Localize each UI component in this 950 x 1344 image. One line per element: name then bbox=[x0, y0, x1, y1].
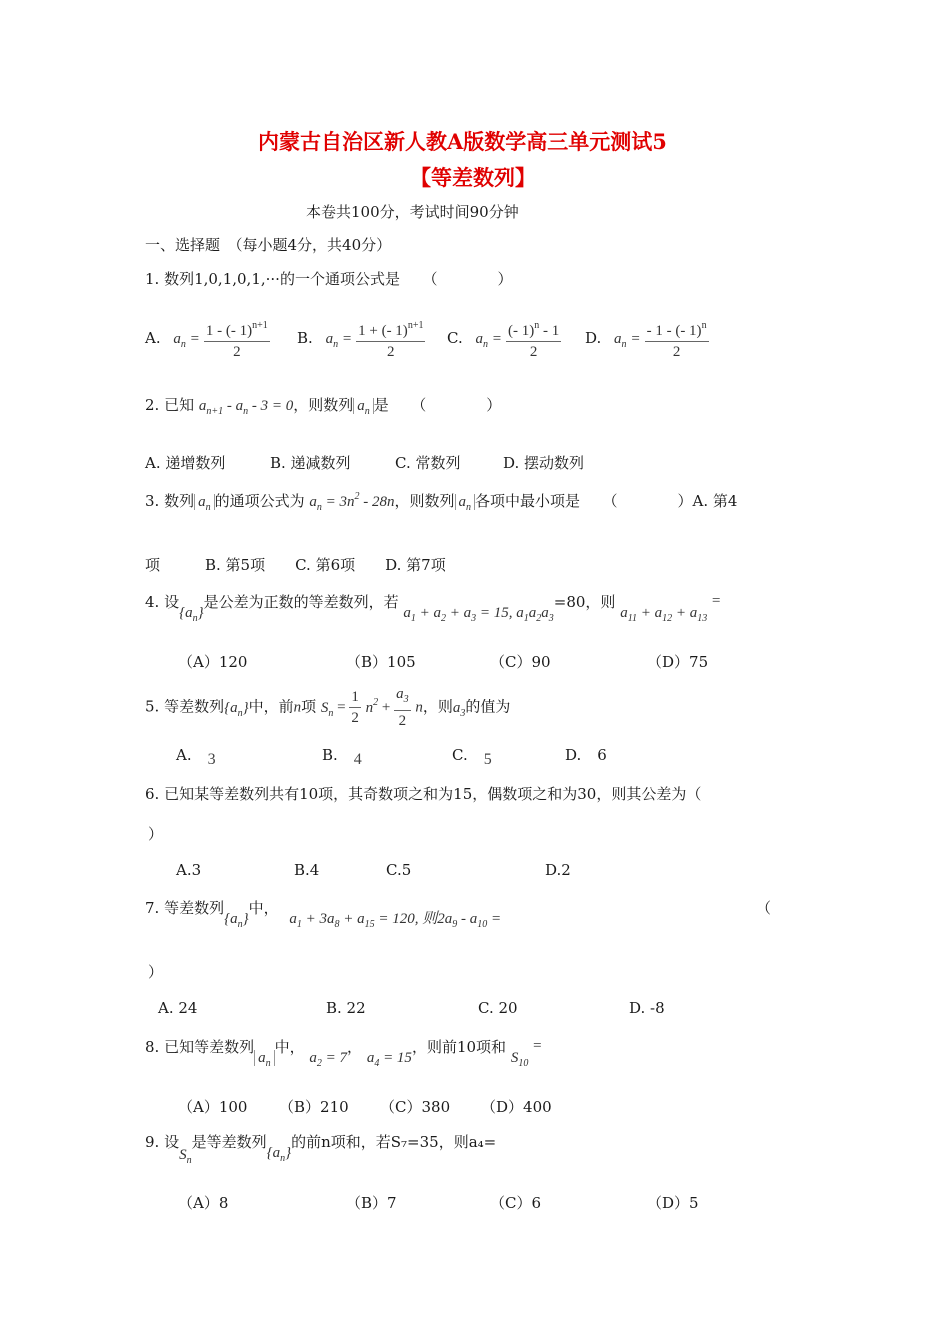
math-sub: 10 bbox=[477, 919, 488, 930]
math-var: S bbox=[510, 1050, 519, 1066]
denominator: 2 bbox=[387, 344, 395, 360]
math-sub: 3 bbox=[548, 613, 554, 624]
math-eq: = bbox=[333, 699, 350, 716]
q6-option-c: C.5 bbox=[386, 861, 412, 879]
math-part: - a bbox=[457, 911, 478, 927]
q9-option-a: （A）8 bbox=[178, 1194, 229, 1212]
q4-option-b: （B）105 bbox=[346, 653, 416, 671]
math-var: a bbox=[198, 398, 207, 414]
q8-comma: ， bbox=[347, 1038, 363, 1056]
math-var: a bbox=[458, 494, 467, 510]
document-subtitle: 【等差数列】 bbox=[410, 165, 536, 190]
q7-prefix: 7. 等差数列 bbox=[145, 899, 225, 917]
exponent: n bbox=[701, 320, 707, 331]
math-part: = 7 bbox=[321, 1050, 348, 1066]
math-var: a bbox=[309, 1050, 317, 1066]
math-var: {a bbox=[224, 911, 238, 927]
math-sub: n bbox=[192, 613, 198, 624]
section-heading: 一、选择题 （每小题4分，共40分） bbox=[145, 236, 392, 254]
math-sub: 1 bbox=[523, 613, 529, 624]
q2-suffix: 是 （ ） bbox=[373, 396, 502, 414]
option-label: D. bbox=[585, 329, 602, 347]
fraction bbox=[204, 316, 270, 362]
denominator: 2 bbox=[529, 344, 538, 360]
math-var: a bbox=[289, 911, 297, 927]
numerator: 1 bbox=[349, 687, 361, 708]
math-var: a bbox=[173, 331, 181, 347]
exponent: n+1 bbox=[407, 320, 424, 331]
math-sub: n bbox=[328, 707, 334, 719]
numerator: 1 + (- 1) bbox=[358, 323, 408, 339]
math-var: a bbox=[325, 331, 334, 347]
math-sub: 3 bbox=[460, 707, 466, 719]
exponent: n+1 bbox=[252, 320, 268, 331]
q5-option-a bbox=[176, 746, 216, 768]
option-value: 4 bbox=[353, 751, 362, 768]
math-sub: n bbox=[265, 1058, 271, 1069]
q9-option-d: （D）5 bbox=[647, 1194, 699, 1212]
math-var: a bbox=[620, 605, 628, 621]
fraction bbox=[506, 316, 561, 362]
q8-mid: 中， bbox=[274, 1038, 305, 1056]
option-value: 6 bbox=[597, 746, 607, 764]
q2-option-d: D. 摆动数列 bbox=[503, 454, 585, 472]
q5-mid2: 项 bbox=[301, 697, 317, 716]
math-part: + a bbox=[446, 605, 472, 621]
fraction bbox=[356, 316, 425, 362]
q6-option-b: B.4 bbox=[294, 861, 320, 879]
math-var: {a bbox=[179, 605, 193, 621]
numerator: - 1 - (- 1) bbox=[646, 323, 702, 339]
q3-mid: 的通项公式为 bbox=[214, 492, 305, 510]
question-7-paren-open: （ bbox=[756, 899, 772, 917]
option-value: 3 bbox=[207, 751, 216, 768]
option-label: A. bbox=[176, 746, 192, 764]
math-sup: 2 bbox=[354, 491, 360, 502]
math-var: a bbox=[403, 605, 411, 621]
q5-prefix: 5. 等差数列 bbox=[145, 697, 225, 716]
question-1-stem: 1. 数列1,0,1,0,1,···的一个通项公式是 （ ） bbox=[145, 270, 513, 288]
q9-option-c: （C）6 bbox=[490, 1194, 542, 1212]
math-sub: n bbox=[483, 339, 488, 350]
denominator: 2 bbox=[233, 344, 241, 360]
q7-mid: 中， bbox=[248, 899, 279, 917]
q9-mid: 是等差数列 bbox=[191, 1133, 267, 1151]
math-sub: n bbox=[243, 406, 249, 417]
math-sub: 11 bbox=[627, 613, 637, 624]
question-8-stem bbox=[145, 1036, 542, 1069]
math-sub: n bbox=[316, 502, 322, 513]
question-7-stem bbox=[145, 897, 501, 930]
q1-option-a bbox=[145, 316, 270, 362]
math-part: - 28n bbox=[359, 494, 395, 510]
math-part: + a bbox=[415, 605, 442, 621]
math-eq: = bbox=[492, 331, 502, 347]
q4-value: =80，则 bbox=[553, 593, 616, 611]
math-sub: 13 bbox=[697, 613, 708, 624]
math-var: n bbox=[415, 699, 423, 716]
option-value: 5 bbox=[483, 751, 492, 768]
q2-prefix: 2. 已知 bbox=[145, 396, 195, 414]
q5-mid3: ，则 bbox=[422, 697, 453, 716]
q8-option-c: （C）380 bbox=[380, 1098, 451, 1116]
q8-mid2: ，则前10项和 bbox=[411, 1038, 507, 1056]
q1-option-d bbox=[585, 316, 709, 362]
math-part: } bbox=[242, 699, 249, 716]
math-part: - 3 = 0 bbox=[248, 398, 294, 414]
q3-suffix: 各项中最小项是 （ ）A. 第4 bbox=[475, 492, 738, 510]
math-sub: 9 bbox=[452, 919, 458, 930]
q2-mid: ，则数列 bbox=[293, 396, 354, 414]
math-var: a bbox=[357, 398, 365, 414]
math-var: a bbox=[452, 699, 461, 716]
math-sub: n bbox=[280, 1153, 286, 1164]
q4-option-a: （A）120 bbox=[178, 653, 248, 671]
math-part: = bbox=[707, 593, 722, 609]
math-sub: 2 bbox=[441, 613, 447, 624]
q4-option-d: （D）75 bbox=[647, 653, 709, 671]
q4-option-c: （C）90 bbox=[490, 653, 551, 671]
q5-suffix: 的值为 bbox=[465, 697, 511, 716]
question-4-stem bbox=[145, 591, 721, 624]
document-title: 内蒙古自治区新人教A版数学高三单元测试5 bbox=[258, 129, 667, 154]
math-var: a bbox=[258, 1050, 266, 1066]
math-plus: + bbox=[378, 699, 395, 716]
question-5-stem bbox=[145, 684, 510, 731]
denominator: 2 bbox=[672, 344, 681, 360]
q1-option-b bbox=[297, 316, 425, 362]
option-label: D. bbox=[565, 746, 582, 764]
q8-option-d: （D）400 bbox=[481, 1098, 552, 1116]
math-part: - a bbox=[223, 398, 244, 414]
q9-option-b: （B）7 bbox=[346, 1194, 397, 1212]
math-var: a bbox=[309, 494, 317, 510]
math-sub: n bbox=[333, 339, 339, 350]
math-sub: n bbox=[237, 919, 243, 930]
math-sub: n bbox=[466, 502, 472, 513]
math-part: = bbox=[487, 911, 502, 927]
q2-option-c: C. 常数列 bbox=[395, 454, 461, 472]
q5-option-b bbox=[322, 746, 362, 768]
q8-option-a: （A）100 bbox=[178, 1098, 248, 1116]
math-sub: 10 bbox=[518, 1058, 529, 1069]
math-sub: 3 bbox=[471, 613, 477, 624]
math-part: = 120, 则2a bbox=[374, 911, 453, 927]
math-var: S bbox=[179, 1147, 187, 1163]
q8-option-b: （B）210 bbox=[279, 1098, 349, 1116]
option-label: C. bbox=[452, 746, 468, 764]
math-part: + a bbox=[339, 911, 365, 927]
math-sup: 2 bbox=[373, 696, 379, 708]
q5-mid: 中，前 bbox=[248, 697, 294, 716]
math-part: a bbox=[528, 605, 537, 621]
q7-option-d: D. -8 bbox=[629, 999, 665, 1017]
math-sub: 8 bbox=[334, 919, 340, 930]
question-3-stem bbox=[145, 490, 737, 513]
question-6-paren: ） bbox=[148, 825, 164, 843]
math-sub: n bbox=[621, 339, 627, 350]
exam-info: 本卷共100分，考试时间90分钟 bbox=[306, 203, 519, 221]
numerator: a bbox=[396, 686, 404, 702]
math-part: = 15, a bbox=[476, 605, 524, 621]
question-7-paren-close: ） bbox=[148, 963, 164, 981]
math-part: a bbox=[541, 605, 549, 621]
question-6-stem: 6. 已知某等差数列共有10项，其奇数项之和为15，偶数项之和为30，则其公差为（ bbox=[145, 785, 702, 803]
math-var: a bbox=[366, 1050, 375, 1066]
math-sub: 3 bbox=[403, 694, 409, 705]
q6-option-a: A.3 bbox=[176, 861, 202, 879]
exponent: n bbox=[534, 320, 540, 331]
option-label: B. bbox=[297, 329, 313, 347]
math-var: a bbox=[198, 494, 206, 510]
question-2-stem bbox=[145, 394, 501, 417]
q7-option-c: C. 20 bbox=[478, 999, 518, 1017]
q9-prefix: 9. 设 bbox=[145, 1133, 180, 1151]
math-sub: 2 bbox=[316, 1058, 322, 1069]
q8-prefix: 8. 已知等差数列 bbox=[145, 1038, 255, 1056]
math-sub: n bbox=[237, 707, 243, 719]
q5-option-d bbox=[565, 746, 607, 764]
math-var: S bbox=[320, 699, 329, 716]
math-sub: 12 bbox=[662, 613, 673, 624]
q4-mid: 是公差为正数的等差数列，若 bbox=[203, 593, 399, 611]
math-sub: 15 bbox=[364, 919, 375, 930]
math-part: + a bbox=[636, 605, 663, 621]
numerator-tail: - 1 bbox=[539, 323, 560, 339]
math-var: n bbox=[293, 699, 302, 716]
math-eq: = bbox=[631, 331, 640, 347]
math-sub: n bbox=[180, 339, 186, 350]
denominator: 2 bbox=[398, 713, 407, 729]
q5-option-c bbox=[452, 746, 492, 768]
q4-prefix: 4. 设 bbox=[145, 593, 180, 611]
math-part: } bbox=[285, 1145, 292, 1161]
math-part: + 3a bbox=[301, 911, 335, 927]
question-3-options: 项 B. 第5项 C. 第6项 D. 第7项 bbox=[145, 556, 446, 574]
math-part: } bbox=[197, 605, 204, 621]
math-var: a bbox=[475, 331, 483, 347]
math-var: a bbox=[614, 331, 622, 347]
math-part: } bbox=[242, 911, 249, 927]
math-sub: 1 bbox=[410, 613, 416, 624]
q9-suffix: 的前n项和，若S₇=35，则a₄= bbox=[291, 1133, 497, 1151]
q7-option-a: A. 24 bbox=[158, 999, 198, 1017]
math-eq: = bbox=[190, 331, 200, 347]
math-sub: n+1 bbox=[206, 406, 224, 417]
math-sub: n bbox=[364, 406, 370, 417]
math-eq: = bbox=[342, 331, 352, 347]
math-sub: n bbox=[205, 502, 211, 513]
fraction bbox=[645, 316, 709, 362]
math-var: {a bbox=[266, 1145, 281, 1161]
denominator: 2 bbox=[351, 710, 359, 726]
q2-option-a: A. 递增数列 bbox=[145, 454, 226, 472]
option-label: B. bbox=[322, 746, 338, 764]
math-sub: 2 bbox=[536, 613, 542, 624]
q1-option-c bbox=[447, 316, 561, 362]
q7-option-b: B. 22 bbox=[326, 999, 366, 1017]
math-sub: n bbox=[186, 1155, 192, 1166]
fraction bbox=[394, 684, 411, 731]
math-part: + a bbox=[672, 605, 698, 621]
option-label: C. bbox=[447, 329, 463, 347]
fraction bbox=[349, 687, 361, 728]
math-part: = 15 bbox=[379, 1050, 412, 1066]
question-9-stem bbox=[145, 1131, 496, 1166]
math-sub: 4 bbox=[374, 1058, 380, 1069]
numerator: 1 - (- 1) bbox=[205, 323, 253, 339]
option-label: A. bbox=[145, 329, 161, 347]
math-var: n bbox=[365, 699, 374, 716]
q3-mid2: ，则数列 bbox=[394, 492, 455, 510]
math-var: {a bbox=[224, 699, 238, 716]
q6-option-d: D.2 bbox=[545, 861, 571, 879]
math-part: = 3n bbox=[321, 494, 355, 510]
q3-prefix: 3. 数列 bbox=[145, 492, 195, 510]
q2-option-b: B. 递减数列 bbox=[270, 454, 351, 472]
math-sub: 1 bbox=[296, 919, 302, 930]
math-part: = bbox=[528, 1038, 543, 1054]
numerator: (- 1) bbox=[508, 323, 535, 339]
